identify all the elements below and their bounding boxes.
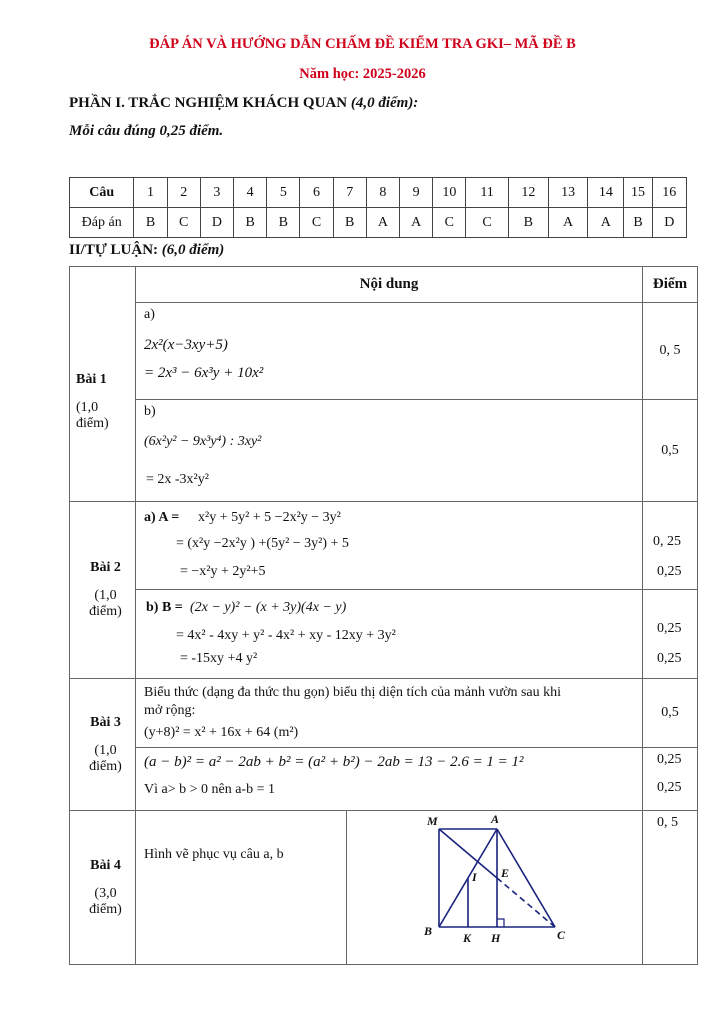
bai1-b-score: 0,5 [643,400,698,502]
bai4-points-unit: điểm) [89,901,122,917]
bai3-name: Bài 3 [90,714,121,730]
question-number: 6 [300,178,333,208]
bai2-label-cell [70,502,136,679]
answer-cell: B [508,208,548,238]
bai3-b-score-cell [643,748,698,811]
part1-note: Mỗi câu đúng 0,25 điểm. [69,123,224,139]
bai3-row-a [70,679,698,748]
bai2-a-content [136,502,643,590]
label-E: E [501,866,510,880]
bai2-b-line2: = 4x² - 4xy + y² - 4x² + xy - 12xy + 3y² [176,628,396,643]
bai3-a-score: 0,5 [643,679,698,748]
answer-cell: B [624,208,652,238]
answer-cell: B [134,208,167,238]
bai1-row-a [70,303,698,400]
bai2-b-score-cell [643,590,698,679]
bai1-a-label: a) [144,307,155,322]
bai2-row-b [70,590,698,679]
part2-heading-text: II/TỰ LUẬN: [69,242,162,258]
bai2-b-score1: 0,25 [657,621,682,636]
bai1-label-cell [70,303,136,502]
right-angle-mark [497,919,504,927]
question-number: 1 [134,178,167,208]
bai2-a-label: a) A = [144,510,180,525]
label-M: M [427,814,438,828]
essay-grading-table [69,266,698,965]
header-blank [70,267,136,303]
bai1-points-unit: điểm) [76,415,109,431]
bai3-points: (1,0 [94,742,117,758]
question-number: 3 [200,178,233,208]
bai1-b-result: = 2x -3x²y² [146,472,209,487]
question-number: 16 [652,178,686,208]
answer-cell: C [466,208,508,238]
col-content-header: Nội dung [136,267,643,303]
answer-cell: B [234,208,267,238]
bai1-a-score: 0, 5 [643,303,698,400]
quiz-row-label: Câu [70,178,134,208]
bai2-b-content [136,590,643,679]
bai2-a-score1: 0, 25 [653,534,681,549]
bai3-points-unit: điểm) [89,758,122,774]
label-I: I [472,870,477,884]
bai1-row-b [70,400,698,502]
question-number: 5 [267,178,300,208]
bai2-b-label: b) B = [146,600,183,615]
bai4-name: Bài 4 [90,857,121,873]
question-number: 13 [548,178,587,208]
question-number: 11 [466,178,508,208]
quiz-question-row [70,178,687,208]
segment-EC-dashed [497,878,555,927]
essay-header-row [70,267,698,303]
answer-cell: C [167,208,200,238]
bai2-a-score-cell [643,502,698,590]
label-B: B [424,924,433,938]
bai4-score: 0, 5 [657,815,678,830]
bai2-points: (1,0 [94,588,117,603]
bai3-b-line1: (a − b)² = a² − 2ab + b² = (a² + b²) − 2ab = 13 − 2.6 = 1 = 1² [144,754,524,770]
geometry-figure [347,811,643,965]
quiz-answer-row [70,208,687,238]
answer-cell: B [333,208,366,238]
bai3-b-score2: 0,25 [657,780,682,795]
document-title: ĐÁP ÁN VÀ HƯỚNG DẪN CHẤM ĐỀ KIỂM TRA GKI– MÃ ĐỀ B [149,36,576,52]
bai4-points: (3,0 [94,885,117,901]
bai3-b-score1: 0,25 [657,752,682,767]
answer-cell: A [400,208,433,238]
bai1-b-expression: (6x²y² − 9x³y⁴) : 3xy² [144,434,262,449]
bai2-name: Bài 2 [90,560,121,575]
question-number: 12 [508,178,548,208]
question-number: 14 [588,178,624,208]
bai1-a-content [136,303,643,400]
label-K: K [463,931,472,945]
bai4-figure-cell [347,811,643,965]
col-score-header: Điểm [643,267,698,303]
question-number: 7 [333,178,366,208]
answer-cell: C [300,208,333,238]
part1-heading-text: PHẦN I. TRẮC NGHIỆM KHÁCH QUAN [69,95,351,111]
bai2-a-line2: = (x²y −2x²y ) +(5y² − 3y²) + 5 [176,536,349,551]
question-number: 4 [234,178,267,208]
bai3-a-line2: mở rộng: [144,703,196,718]
question-number: 15 [624,178,652,208]
label-A: A [491,812,500,826]
bai1-b-label: b) [144,404,156,419]
bai2-a-line3: = −x²y + 2y²+5 [180,564,266,579]
answer-cell: A [548,208,587,238]
bai4-row [70,811,698,965]
answer-cell: D [652,208,686,238]
bai2-b-score2: 0,25 [657,651,682,666]
bai2-points-unit: điểm) [89,604,122,619]
bai2-b-line3: = -15xy +4 y² [180,651,258,666]
bai4-score-cell [643,811,698,965]
school-year: Năm học: 2025-2026 [299,66,426,82]
bai4-text: Hình vẽ phục vụ câu a, b [144,847,284,862]
bai3-a-content [136,679,643,748]
segment-ME [439,829,497,878]
part2-heading [69,242,224,259]
part2-heading-points: (6,0 điểm) [161,242,225,258]
bai1-points: (1,0 [76,399,99,415]
bai3-label-cell [70,679,136,811]
bai1-name: Bài 1 [76,371,107,387]
bai2-a-line1: x²y + 5y² + 5 −2x²y − 3y² [198,510,341,525]
bai3-a-line1: Biểu thức (dạng đa thức thu gọn) biểu thị diện tích của mảnh vườn sau khi [144,685,562,700]
answer-cell: A [366,208,399,238]
answer-cell: D [200,208,233,238]
answer-cell: A [588,208,624,238]
bai3-a-line3: (y+8)² = x² + 16x + 64 (m²) [144,725,299,740]
bai4-label-cell [70,811,136,965]
label-C: C [557,928,566,942]
quiz-answer-table [69,177,687,238]
question-number: 9 [400,178,433,208]
bai3-b-line2: Vì a> b > 0 nên a-b = 1 [144,782,275,797]
bai1-a-result: = 2x³ − 6x³y + 10x² [144,365,264,381]
part1-heading [69,95,418,112]
answer-cell: C [433,208,466,238]
bai3-row-b [70,748,698,811]
question-number: 2 [167,178,200,208]
bai1-b-content [136,400,643,502]
bai4-text-cell [136,811,347,965]
answer-cell: B [267,208,300,238]
label-H: H [491,931,501,945]
question-number: 10 [433,178,466,208]
bai2-a-score2: 0,25 [657,564,682,579]
part1-heading-points: (4,0 điểm): [350,95,419,111]
bai1-a-expression: 2x²(x−3xy+5) [144,337,228,353]
answer-row-label: Đáp án [70,208,134,238]
bai2-b-line1: (2x − y)² − (x + 3y)(4x − y) [190,600,347,615]
question-number: 8 [366,178,399,208]
bai3-b-content [136,748,643,811]
bai2-row-a [70,502,698,590]
